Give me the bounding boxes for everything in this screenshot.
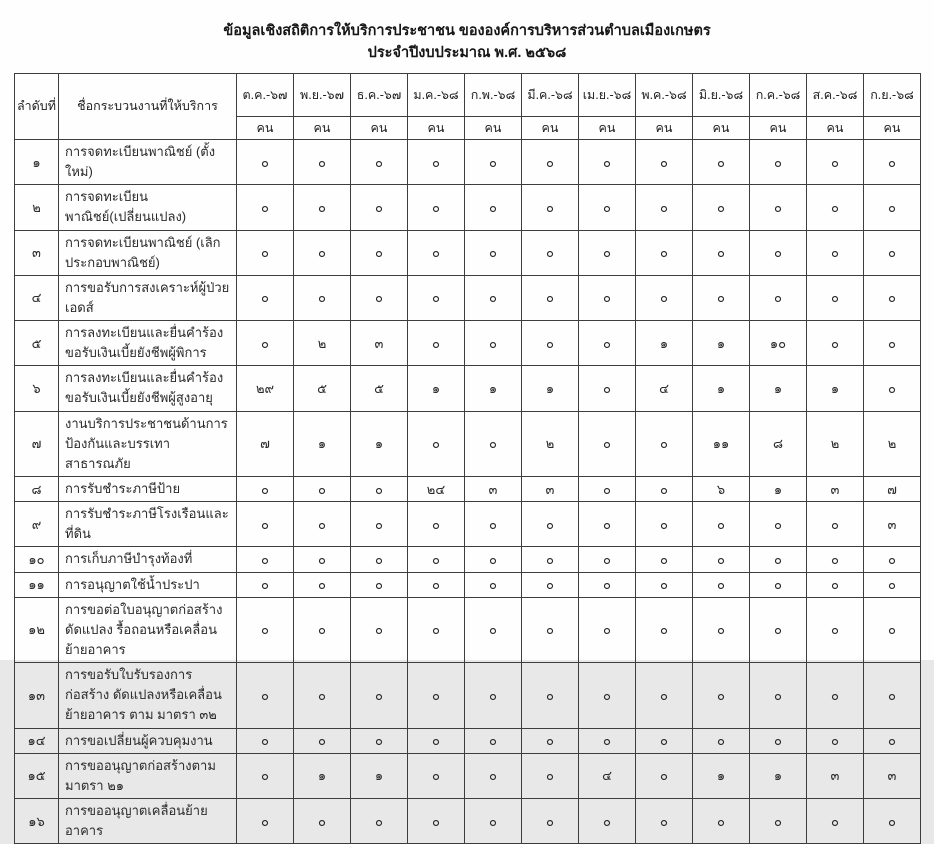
value-cell: ๐	[579, 799, 636, 844]
value-cell: ๒๙	[237, 366, 294, 411]
value-cell: ๔	[579, 753, 636, 798]
value-cell: ๐	[693, 547, 750, 572]
value-cell: ๐	[522, 663, 579, 728]
value-cell: ๐	[864, 597, 921, 662]
table-row	[15, 139, 921, 184]
row-index: ๕	[15, 321, 59, 366]
process-name: การอนุญาตใช้น้ำประปา	[59, 572, 237, 597]
value-cell: ๐	[693, 597, 750, 662]
value-cell: ๐	[351, 477, 408, 502]
column-subheader-unit: คน	[636, 116, 693, 139]
value-cell: ๐	[750, 799, 807, 844]
value-cell: ๐	[351, 663, 408, 728]
value-cell: ๐	[807, 799, 864, 844]
value-cell: ๐	[294, 275, 351, 320]
value-cell: ๑	[750, 366, 807, 411]
value-cell: ๐	[807, 597, 864, 662]
column-header-month: พ.ย.-๖๗	[294, 73, 351, 116]
value-cell: ๐	[579, 663, 636, 728]
value-cell: ๐	[237, 728, 294, 753]
value-cell: ๐	[351, 728, 408, 753]
value-cell: ๐	[465, 547, 522, 572]
value-cell: ๐	[807, 139, 864, 184]
value-cell: ๑	[522, 366, 579, 411]
value-cell: ๐	[294, 477, 351, 502]
value-cell: ๐	[351, 502, 408, 547]
column-header-index: ลำดับที่	[15, 73, 59, 139]
value-cell: ๐	[237, 597, 294, 662]
value-cell: ๐	[294, 185, 351, 230]
value-cell: ๐	[237, 753, 294, 798]
value-cell: ๐	[237, 321, 294, 366]
row-index: ๒	[15, 185, 59, 230]
value-cell: ๐	[465, 663, 522, 728]
value-cell: ๐	[237, 275, 294, 320]
value-cell: ๐	[579, 502, 636, 547]
value-cell: ๐	[807, 547, 864, 572]
value-cell: ๐	[693, 139, 750, 184]
value-cell: ๑	[408, 366, 465, 411]
value-cell: ๐	[408, 547, 465, 572]
value-cell: ๐	[693, 799, 750, 844]
column-header-month: ต.ค.-๖๗	[237, 73, 294, 116]
row-index: ๑๖	[15, 799, 59, 844]
value-cell: ๓	[465, 477, 522, 502]
value-cell: ๐	[522, 597, 579, 662]
value-cell: ๐	[636, 477, 693, 502]
value-cell: ๐	[408, 728, 465, 753]
value-cell: ๑	[636, 321, 693, 366]
row-index: ๓	[15, 230, 59, 275]
table-row	[15, 597, 921, 662]
value-cell: ๐	[864, 185, 921, 230]
value-cell: ๒	[864, 411, 921, 476]
value-cell: ๐	[408, 597, 465, 662]
value-cell: ๐	[522, 799, 579, 844]
column-subheader-unit: คน	[864, 116, 921, 139]
value-cell: ๐	[351, 799, 408, 844]
value-cell: ๘	[750, 411, 807, 476]
process-name: การขอรับการสงเคราะห์ผู้ป่วยเอดส์	[59, 275, 237, 320]
value-cell: ๐	[351, 275, 408, 320]
value-cell: ๐	[750, 663, 807, 728]
value-cell: ๐	[465, 597, 522, 662]
value-cell: ๑	[351, 753, 408, 798]
value-cell: ๐	[294, 502, 351, 547]
value-cell: ๐	[408, 321, 465, 366]
value-cell: ๐	[807, 321, 864, 366]
column-header-month: ก.พ.-๖๘	[465, 73, 522, 116]
value-cell: ๐	[522, 753, 579, 798]
value-cell: ๐	[864, 663, 921, 728]
value-cell: ๐	[693, 728, 750, 753]
table-header	[15, 73, 921, 139]
value-cell: ๐	[693, 275, 750, 320]
value-cell: ๐	[408, 230, 465, 275]
column-header-month: มิ.ย.-๖๘	[693, 73, 750, 116]
value-cell: ๓	[864, 753, 921, 798]
value-cell: ๐	[636, 230, 693, 275]
process-name: การรับชำระภาษีโรงเรือนและที่ดิน	[59, 502, 237, 547]
row-index: ๗	[15, 411, 59, 476]
process-name: การจดทะเบียนพาณิชย์ (ตั้งใหม่)	[59, 139, 237, 184]
value-cell: ๐	[408, 753, 465, 798]
value-cell: ๐	[522, 572, 579, 597]
value-cell: ๐	[636, 753, 693, 798]
value-cell: ๐	[522, 230, 579, 275]
value-cell: ๐	[750, 728, 807, 753]
value-cell: ๒๔	[408, 477, 465, 502]
table-row	[15, 185, 921, 230]
value-cell: ๐	[294, 799, 351, 844]
column-header-month: ก.ค.-๖๘	[750, 73, 807, 116]
value-cell: ๐	[237, 663, 294, 728]
value-cell: ๓	[807, 477, 864, 502]
value-cell: ๐	[636, 663, 693, 728]
value-cell: ๐	[750, 275, 807, 320]
value-cell: ๐	[579, 366, 636, 411]
value-cell: ๐	[579, 547, 636, 572]
column-header-month: ส.ค.-๖๘	[807, 73, 864, 116]
column-header-process: ชื่อกระบวนงานที่ให้บริการ	[59, 73, 237, 139]
value-cell: ๗	[864, 477, 921, 502]
table-row	[15, 753, 921, 798]
value-cell: ๖	[693, 477, 750, 502]
row-index: ๑๒	[15, 597, 59, 662]
value-cell: ๐	[351, 139, 408, 184]
value-cell: ๐	[579, 321, 636, 366]
value-cell: ๒	[807, 411, 864, 476]
value-cell: ๐	[294, 572, 351, 597]
value-cell: ๐	[294, 139, 351, 184]
value-cell: ๐	[750, 139, 807, 184]
row-index: ๙	[15, 502, 59, 547]
process-name: การจดทะเบียนพาณิชย์(เปลี่ยนแปลง)	[59, 185, 237, 230]
value-cell: ๑๐	[750, 321, 807, 366]
table-body	[15, 139, 921, 843]
header-row-months	[15, 73, 921, 116]
value-cell: ๕	[294, 366, 351, 411]
value-cell: ๑	[750, 753, 807, 798]
document-subtitle: ประจำปีงบประมาณ พ.ศ. ๒๕๖๘	[367, 45, 567, 62]
table-row	[15, 572, 921, 597]
table-row	[15, 230, 921, 275]
value-cell: ๐	[636, 502, 693, 547]
table-row	[15, 799, 921, 844]
value-cell: ๐	[522, 547, 579, 572]
table-row	[15, 547, 921, 572]
value-cell: ๐	[636, 728, 693, 753]
value-cell: ๐	[693, 185, 750, 230]
column-subheader-unit: คน	[237, 116, 294, 139]
value-cell: ๐	[408, 799, 465, 844]
value-cell: ๐	[465, 230, 522, 275]
value-cell: ๐	[408, 663, 465, 728]
document-title: ข้อมูลเชิงสถิติการให้บริการประชาชน ขององค์การบริหารส่วนตำบลเมืองเกษตร	[223, 23, 711, 39]
row-index: ๑๔	[15, 728, 59, 753]
value-cell: ๐	[579, 185, 636, 230]
value-cell: ๐	[750, 572, 807, 597]
value-cell: ๐	[579, 728, 636, 753]
value-cell: ๐	[864, 230, 921, 275]
row-index: ๘	[15, 477, 59, 502]
process-name: การขอเปลี่ยนผู้ควบคุมงาน	[59, 728, 237, 753]
row-index: ๔	[15, 275, 59, 320]
value-cell: ๐	[522, 502, 579, 547]
value-cell: ๑	[294, 753, 351, 798]
value-cell: ๐	[864, 547, 921, 572]
value-cell: ๐	[807, 663, 864, 728]
row-index: ๑๐	[15, 547, 59, 572]
value-cell: ๐	[693, 502, 750, 547]
column-header-month: ก.ย.-๖๘	[864, 73, 921, 116]
value-cell: ๓	[864, 502, 921, 547]
value-cell: ๐	[579, 275, 636, 320]
value-cell: ๗	[237, 411, 294, 476]
service-statistics-table	[14, 73, 921, 844]
value-cell: ๐	[864, 572, 921, 597]
process-name: การขออนุญาตก่อสร้างตามมาตรา ๒๑	[59, 753, 237, 798]
value-cell: ๐	[750, 502, 807, 547]
value-cell: ๐	[408, 411, 465, 476]
value-cell: ๐	[351, 572, 408, 597]
value-cell: ๐	[807, 230, 864, 275]
process-name: งานบริการประชาชนด้านการป้องกันและบรรเทาสาธารณภัย	[59, 411, 237, 476]
column-subheader-unit: คน	[807, 116, 864, 139]
value-cell: ๑	[693, 321, 750, 366]
column-header-month: พ.ค.-๖๘	[636, 73, 693, 116]
column-subheader-unit: คน	[294, 116, 351, 139]
value-cell: ๐	[465, 502, 522, 547]
value-cell: ๑	[693, 366, 750, 411]
value-cell: ๐	[750, 230, 807, 275]
value-cell: ๐	[237, 799, 294, 844]
value-cell: ๐	[693, 663, 750, 728]
table-row	[15, 366, 921, 411]
table-row	[15, 502, 921, 547]
value-cell: ๐	[294, 728, 351, 753]
value-cell: ๐	[408, 185, 465, 230]
table-row	[15, 275, 921, 320]
value-cell: ๐	[522, 728, 579, 753]
column-subheader-unit: คน	[351, 116, 408, 139]
value-cell: ๐	[294, 597, 351, 662]
process-name: การเก็บภาษีบำรุงท้องที่	[59, 547, 237, 572]
value-cell: ๐	[522, 139, 579, 184]
table-row	[15, 477, 921, 502]
column-subheader-unit: คน	[750, 116, 807, 139]
row-index: ๑๓	[15, 663, 59, 728]
value-cell: ๐	[636, 799, 693, 844]
value-cell: ๐	[465, 321, 522, 366]
value-cell: ๐	[351, 185, 408, 230]
value-cell: ๐	[465, 799, 522, 844]
value-cell: ๐	[237, 547, 294, 572]
value-cell: ๐	[864, 275, 921, 320]
value-cell: ๐	[636, 572, 693, 597]
value-cell: ๐	[750, 185, 807, 230]
value-cell: ๐	[522, 275, 579, 320]
column-subheader-unit: คน	[408, 116, 465, 139]
process-name: การขอรับใบรับรองการก่อสร้าง ดัดแปลงหรือเคลื่อนย้ายอาคาร ตาม มาตรา ๓๒	[59, 663, 237, 728]
table-row	[15, 663, 921, 728]
value-cell: ๐	[864, 139, 921, 184]
value-cell: ๐	[750, 547, 807, 572]
row-index: ๑๑	[15, 572, 59, 597]
value-cell: ๐	[408, 139, 465, 184]
value-cell: ๐	[579, 597, 636, 662]
column-subheader-unit: คน	[693, 116, 750, 139]
column-header-month: ม.ค.-๖๘	[408, 73, 465, 116]
value-cell: ๐	[522, 321, 579, 366]
row-index: ๑๕	[15, 753, 59, 798]
value-cell: ๐	[408, 502, 465, 547]
title-block	[0, 0, 934, 65]
value-cell: ๐	[294, 547, 351, 572]
row-index: ๑	[15, 139, 59, 184]
value-cell: ๑๑	[693, 411, 750, 476]
value-cell: ๐	[237, 502, 294, 547]
value-cell: ๐	[465, 728, 522, 753]
value-cell: ๐	[465, 411, 522, 476]
value-cell: ๓	[807, 753, 864, 798]
column-subheader-unit: คน	[522, 116, 579, 139]
value-cell: ๐	[465, 139, 522, 184]
value-cell: ๐	[351, 597, 408, 662]
value-cell: ๐	[750, 597, 807, 662]
value-cell: ๑	[807, 366, 864, 411]
value-cell: ๐	[237, 477, 294, 502]
value-cell: ๐	[351, 547, 408, 572]
value-cell: ๐	[351, 230, 408, 275]
value-cell: ๐	[579, 477, 636, 502]
value-cell: ๐	[636, 275, 693, 320]
value-cell: ๐	[636, 411, 693, 476]
process-name: การจดทะเบียนพาณิชย์ (เลิกประกอบพาณิชย์)	[59, 230, 237, 275]
value-cell: ๐	[807, 728, 864, 753]
value-cell: ๐	[636, 547, 693, 572]
value-cell: ๔	[636, 366, 693, 411]
value-cell: ๐	[579, 572, 636, 597]
value-cell: ๐	[864, 728, 921, 753]
column-subheader-unit: คน	[465, 116, 522, 139]
value-cell: ๐	[807, 502, 864, 547]
process-name: การลงทะเบียนและยื่นคำร้องขอรับเงินเบี้ยยังชีพผู้สูงอายุ	[59, 366, 237, 411]
value-cell: ๐	[579, 139, 636, 184]
process-name: การลงทะเบียนและยื่นคำร้องขอรับเงินเบี้ยยังชีพผู้พิการ	[59, 321, 237, 366]
value-cell: ๐	[237, 230, 294, 275]
value-cell: ๐	[294, 663, 351, 728]
value-cell: ๑	[465, 366, 522, 411]
value-cell: ๐	[807, 185, 864, 230]
value-cell: ๐	[579, 411, 636, 476]
value-cell: ๓	[351, 321, 408, 366]
process-name: การขออนุญาตเคลื่อนย้ายอาคาร	[59, 799, 237, 844]
value-cell: ๐	[237, 139, 294, 184]
value-cell: ๐	[807, 275, 864, 320]
value-cell: ๐	[693, 230, 750, 275]
value-cell: ๒	[522, 411, 579, 476]
column-header-month: มี.ค.-๖๘	[522, 73, 579, 116]
value-cell: ๐	[864, 799, 921, 844]
value-cell: ๐	[522, 185, 579, 230]
value-cell: ๑	[351, 411, 408, 476]
value-cell: ๐	[693, 572, 750, 597]
value-cell: ๑	[750, 477, 807, 502]
value-cell: ๐	[294, 230, 351, 275]
column-header-month: ธ.ค.-๖๗	[351, 73, 408, 116]
value-cell: ๐	[636, 185, 693, 230]
value-cell: ๐	[864, 366, 921, 411]
value-cell: ๐	[807, 572, 864, 597]
value-cell: ๐	[408, 275, 465, 320]
value-cell: ๑	[693, 753, 750, 798]
table-row	[15, 728, 921, 753]
value-cell: ๐	[408, 572, 465, 597]
value-cell: ๒	[294, 321, 351, 366]
process-name: การขอต่อใบอนุญาตก่อสร้าง ดัดแปลง รื้อถอนหรือเคลื่อนย้ายอาคาร	[59, 597, 237, 662]
value-cell: ๐	[579, 230, 636, 275]
value-cell: ๐	[237, 572, 294, 597]
value-cell: ๐	[465, 572, 522, 597]
value-cell: ๕	[351, 366, 408, 411]
value-cell: ๓	[522, 477, 579, 502]
column-header-month: เม.ย.-๖๘	[579, 73, 636, 116]
value-cell: ๐	[237, 185, 294, 230]
value-cell: ๐	[636, 139, 693, 184]
table-row	[15, 321, 921, 366]
value-cell: ๐	[465, 185, 522, 230]
process-name: การรับชำระภาษีป้าย	[59, 477, 237, 502]
value-cell: ๐	[636, 597, 693, 662]
value-cell: ๐	[465, 753, 522, 798]
value-cell: ๑	[294, 411, 351, 476]
row-index: ๖	[15, 366, 59, 411]
column-subheader-unit: คน	[579, 116, 636, 139]
value-cell: ๐	[864, 321, 921, 366]
table-row	[15, 411, 921, 476]
value-cell: ๐	[465, 275, 522, 320]
